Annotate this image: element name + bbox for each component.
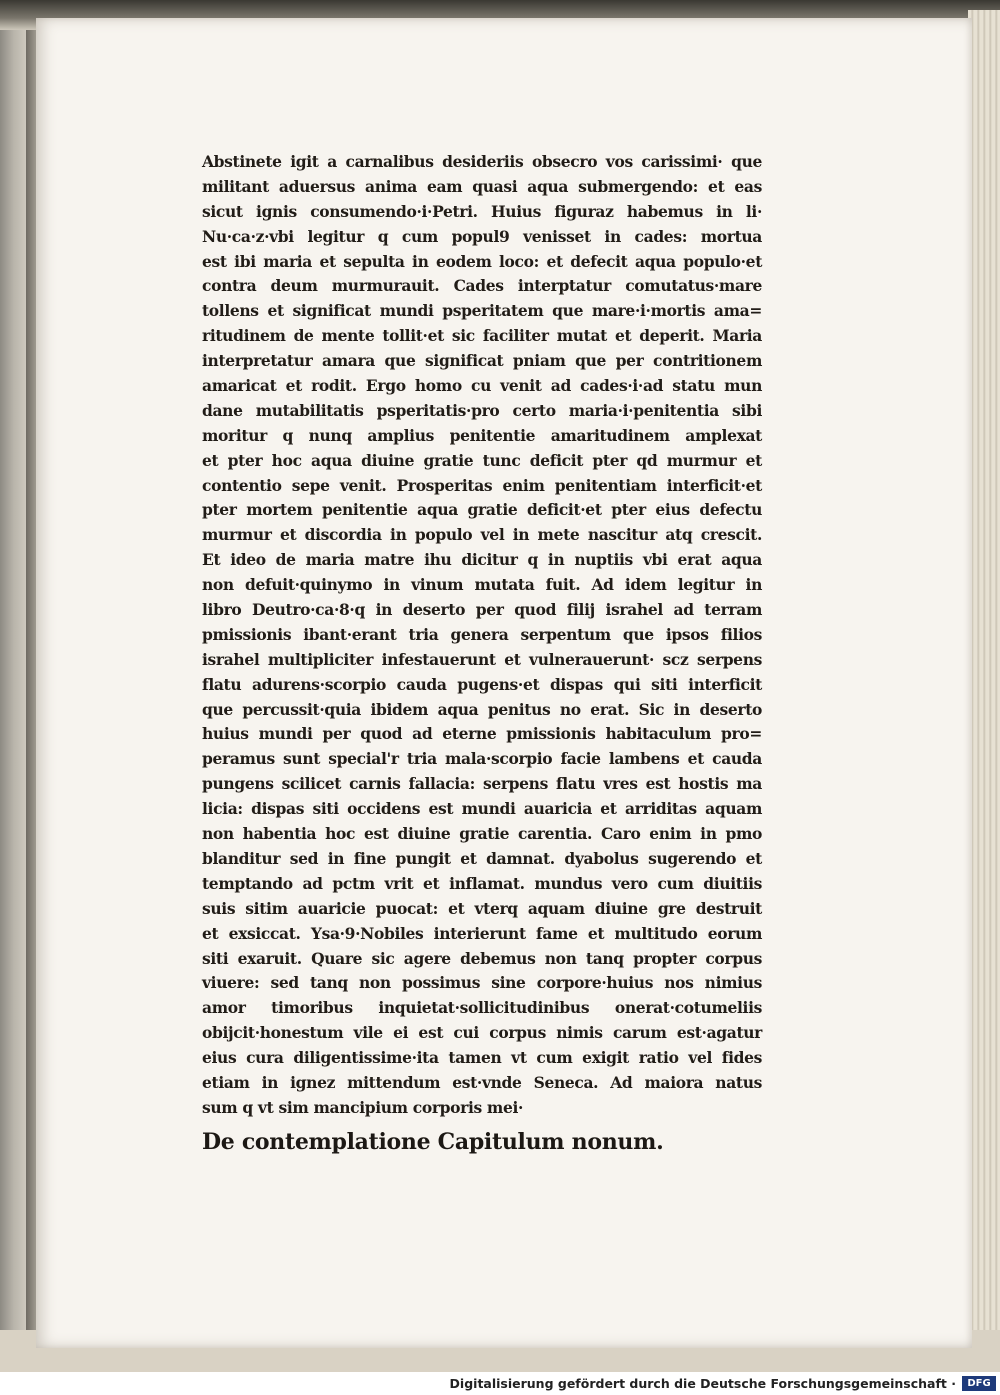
book-page bbox=[36, 18, 972, 1348]
text-line: flatu adurens·scorpio cauda pugens·et dispas qui siti interficit bbox=[202, 674, 762, 694]
text-line: pmissionis ibant·erant tria genera serpentum que ipsos filios bbox=[202, 624, 762, 644]
text-line: eius cura diligentissime·ita tamen vt cum exigit ratio vel fides bbox=[202, 1048, 762, 1068]
text-column bbox=[202, 150, 762, 1157]
text-line: militant aduersus anima eam quasi aqua submergendo: et eas bbox=[202, 176, 762, 196]
text-line: licia: dispas siti occidens est mundi auaricia et arriditas aquam bbox=[202, 799, 762, 819]
digitization-footer bbox=[0, 1372, 1000, 1395]
text-line: amaricat et rodit. Ergo homo cu venit ad cades·i·ad statu mun bbox=[202, 376, 762, 396]
text-line-last: sum q vt sim mancipium corporis mei· bbox=[202, 1097, 524, 1117]
text-line: interpretatur amara que significat pniam que per contritionem bbox=[202, 351, 762, 371]
text-line: tollens et significat mundi psperitatem que mare·i·mortis ama= bbox=[202, 301, 762, 321]
text-line: obijcit·honestum vile ei est cui corpus nimis carum est·agatur bbox=[202, 1023, 762, 1043]
text-line: sicut ignis consumendo·i·Petri. Huius figuraz habemus in li· bbox=[202, 201, 762, 221]
text-line: non habentia hoc est diuine gratie carentia. Caro enim in pmo bbox=[202, 824, 762, 844]
text-line: Nu·ca·z·vbi legitur q cum popul9 venisset in cades: mortua bbox=[202, 226, 762, 246]
text-line: et pter hoc aqua diuine gratie tunc deficit pter qd murmur et bbox=[202, 450, 762, 470]
text-line: libro Deutro·ca·8·q in deserto per quod filij israhel ad terram bbox=[202, 600, 762, 620]
text-line: etiam in ignez mittendum est·vnde Seneca. Ad maiora natus bbox=[202, 1072, 762, 1092]
page-stack-edge bbox=[968, 10, 1000, 1330]
text-line: huius mundi per quod ad eterne pmissionis habitaculum pro= bbox=[202, 724, 762, 744]
text-line: murmur et discordia in populo vel in mete nascitur atq crescit. bbox=[202, 525, 762, 545]
text-line: viuere: sed tanq non possimus sine corpore·huius nos nimius bbox=[202, 973, 762, 993]
text-line: suis sitim auaricie puocat: et vterq aquam diuine gre destruit bbox=[202, 898, 762, 918]
text-line: ritudinem de mente tollit·et sic faciliter mutat et deperit. Maria bbox=[202, 326, 762, 346]
text-line: que percussit·quia ibidem aqua penitus no erat. Sic in deserto bbox=[202, 699, 762, 719]
text-line: contra deum murmurauit. Cades interptatur comutatus·mare bbox=[202, 276, 762, 296]
text-line: contentio sepe venit. Prosperitas enim penitentiam interficit·et bbox=[202, 475, 762, 495]
text-line: peramus sunt special'r tria mala·scorpio facie lambens et cauda bbox=[202, 749, 762, 769]
text-line: siti exaruit. Quare sic agere debemus non tanq propter corpus bbox=[202, 948, 762, 968]
text-line: israhel multipliciter infestauerunt et vulnerauerunt· scz serpens bbox=[202, 649, 762, 669]
chapter-heading: De contemplatione Capitulum nonum. bbox=[202, 1128, 664, 1155]
text-line: est ibi maria et sepulta in eodem loco: et defecit aqua populo·et bbox=[202, 251, 762, 271]
dfg-logo: DFG bbox=[962, 1376, 996, 1391]
text-line: temptando ad pctm vrit et inflamat. mundus vero cum diuitiis bbox=[202, 873, 762, 893]
text-line: pungens scilicet carnis fallacia: serpens flatu vres est hostis ma bbox=[202, 774, 762, 794]
text-line: moritur q nunq amplius penitentie amaritudinem amplexat bbox=[202, 425, 762, 445]
text-line: Et ideo de maria matre ihu dicitur q in nuptiis vbi erat aqua bbox=[202, 550, 762, 570]
text-line: amor timoribus inquietat·sollicitudinibus onerat·cotumeliis bbox=[202, 998, 762, 1018]
text-line: et exsiccat. Ysa·9·Nobiles interierunt fame et multitudo eorum bbox=[202, 923, 762, 943]
text-line: dane mutabilitatis psperitatis·pro certo maria·i·penitentia sibi bbox=[202, 400, 762, 420]
text-line: non defuit·quinymo in vinum mutata fuit. Ad idem legitur in bbox=[202, 575, 762, 595]
text-line: pter mortem penitentie aqua gratie deficit·et pter eius defectu bbox=[202, 500, 762, 520]
funding-credit: Digitalisierung gefördert durch die Deutsche Forschungsgemeinschaft · bbox=[449, 1376, 956, 1391]
text-line: blanditur sed in fine pungit et damnat. dyabolus sugerendo et bbox=[202, 848, 762, 868]
text-line: Abstinete igit a carnalibus desideriis obsecro vos carissimi· que bbox=[202, 152, 762, 171]
